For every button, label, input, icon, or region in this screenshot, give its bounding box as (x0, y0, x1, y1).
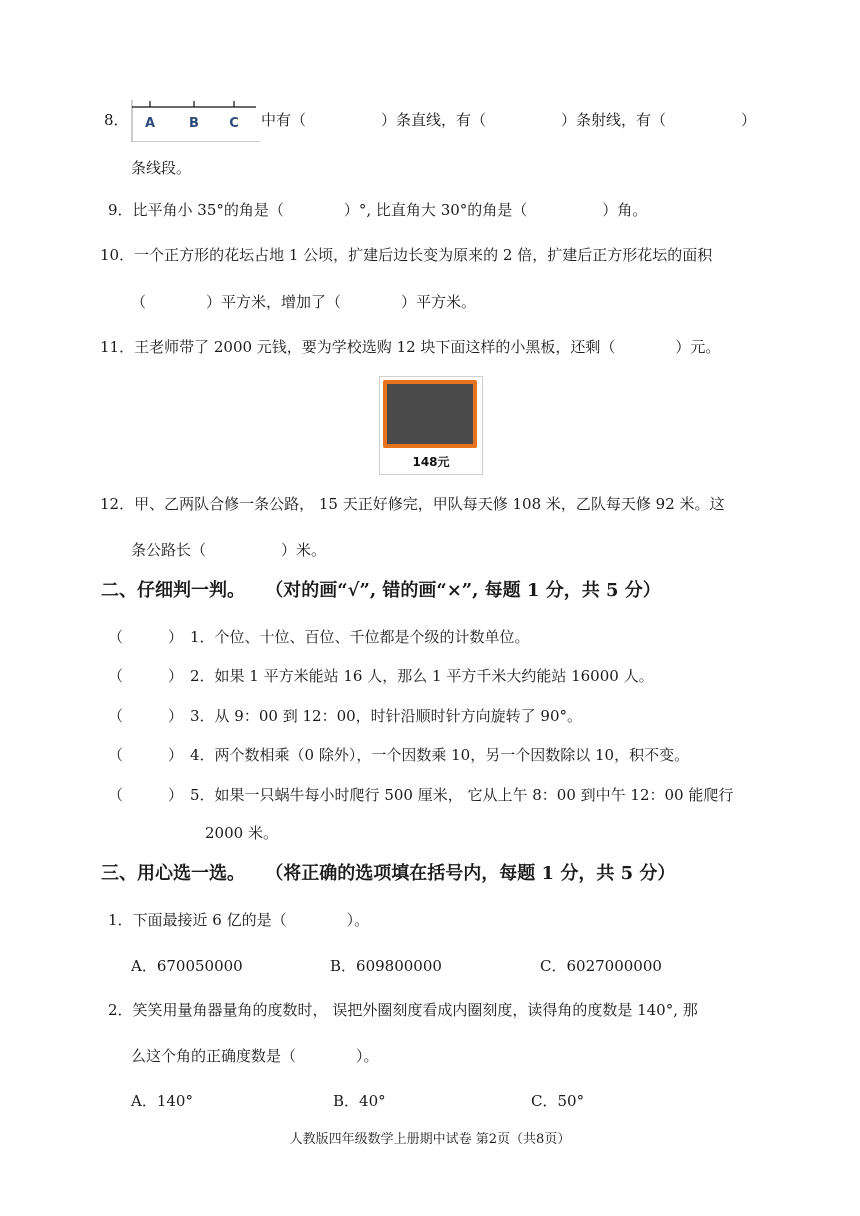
judge-item-3-paren: （ ） (108, 707, 184, 725)
q8-text: 中有（ ）条直线，有（ ）条射线，有（ ） (261, 111, 757, 129)
blackboard-frame (383, 380, 477, 448)
point-a-label: A (144, 116, 156, 131)
judge-item-5-text: 5．如果一只蜗牛每小时爬行 500 厘米， 它从上午 8：00 到中午 12：00 能爬行 (190, 786, 734, 804)
choice-q2-option-b: B．40° (333, 1092, 386, 1110)
choice-q1-option-a: A．670050000 (131, 957, 243, 975)
choice-q2-option-a: A．140° (131, 1092, 193, 1110)
choice-q2-option-c: C．50° (531, 1092, 585, 1110)
section3-title: 三、用心选一选。 (101, 863, 245, 884)
choice-q2-line1: 2．笑笑用量角器量角的度数时， 误把外圈刻度看成内圈刻度，读得角的度数是 140°, 那 (108, 1001, 698, 1019)
judge-item-4-text: 4．两个数相乘（0 除外），一个因数乘 10，另一个因数除以 10，积不变。 (190, 746, 690, 764)
section2-title: 二、仔细判一判。 (101, 580, 245, 601)
choice-q1-option-c: C．6027000000 (540, 957, 662, 975)
q8-text-cont: 条线段。 (131, 159, 192, 177)
q10-line2: （ ）平方米，增加了（ ）平方米。 (131, 293, 477, 311)
judge-item-3-text: 3．从 9：00 到 12：00，时针沿顺时针方向旋转了 90°。 (190, 707, 583, 725)
q8-number: 8． (104, 111, 129, 129)
section2-note: （对的画“√”, 错的画“×”, 每题 1 分，共 5 分） (265, 580, 661, 601)
q12-line1: 12．甲、乙两队合修一条公路， 15 天正好修完，甲队每天修 108 米，乙队每天修 92 米。这 (100, 495, 725, 513)
blackboard-price-label: 148元 (412, 455, 450, 469)
choice-q1-option-b: B．609800000 (330, 957, 442, 975)
judge-item-5-cont: 2000 米。 (205, 824, 278, 842)
point-c-label: C (229, 116, 239, 131)
judge-item-4-paren: （ ） (108, 746, 184, 764)
q9-text: 9．比平角小 35°的角是（ ）°, 比直角大 30°的角是（ ）角。 (108, 201, 648, 219)
judge-item-5-paren: （ ） (108, 786, 184, 804)
q11-text: 11．王老师带了 2000 元钱，要为学校选购 12 块下面这样的小黑板，还剩（ ）元。 (100, 338, 721, 356)
judge-item-1-paren: （ ） (108, 628, 184, 646)
page-footer: 人教版四年级数学上册期中试卷 第2页（共8页） (289, 1132, 571, 1147)
point-b-label: B (189, 116, 199, 131)
section2-heading (101, 579, 661, 603)
q10-line1: 10．一个正方形的花坛占地 1 公顷，扩建后边长变为原来的 2 倍，扩建后正方形花坛的面积 (100, 246, 713, 264)
blackboard-surface (387, 384, 473, 444)
section3-heading (101, 862, 675, 886)
choice-q1-text: 1．下面最接近 6 亿的是（ ）。 (108, 911, 370, 929)
judge-item-2-text: 2．如果 1 平方米能站 16 人，那么 1 平方千米大约能站 16000 人。 (190, 667, 654, 685)
blackboard-image (379, 376, 483, 475)
q12-line2: 条公路长（ ）米。 (131, 541, 327, 559)
section3-note: （将正确的选项填在括号内，每题 1 分，共 5 分） (265, 863, 676, 884)
judge-item-2-paren: （ ） (108, 667, 184, 685)
judge-item-1-text: 1．个位、十位、百位、千位都是个级的计数单位。 (190, 628, 530, 646)
choice-q2-line2: 么这个角的正确度数是（ ）。 (131, 1047, 379, 1065)
points-line-figure (130, 100, 260, 142)
